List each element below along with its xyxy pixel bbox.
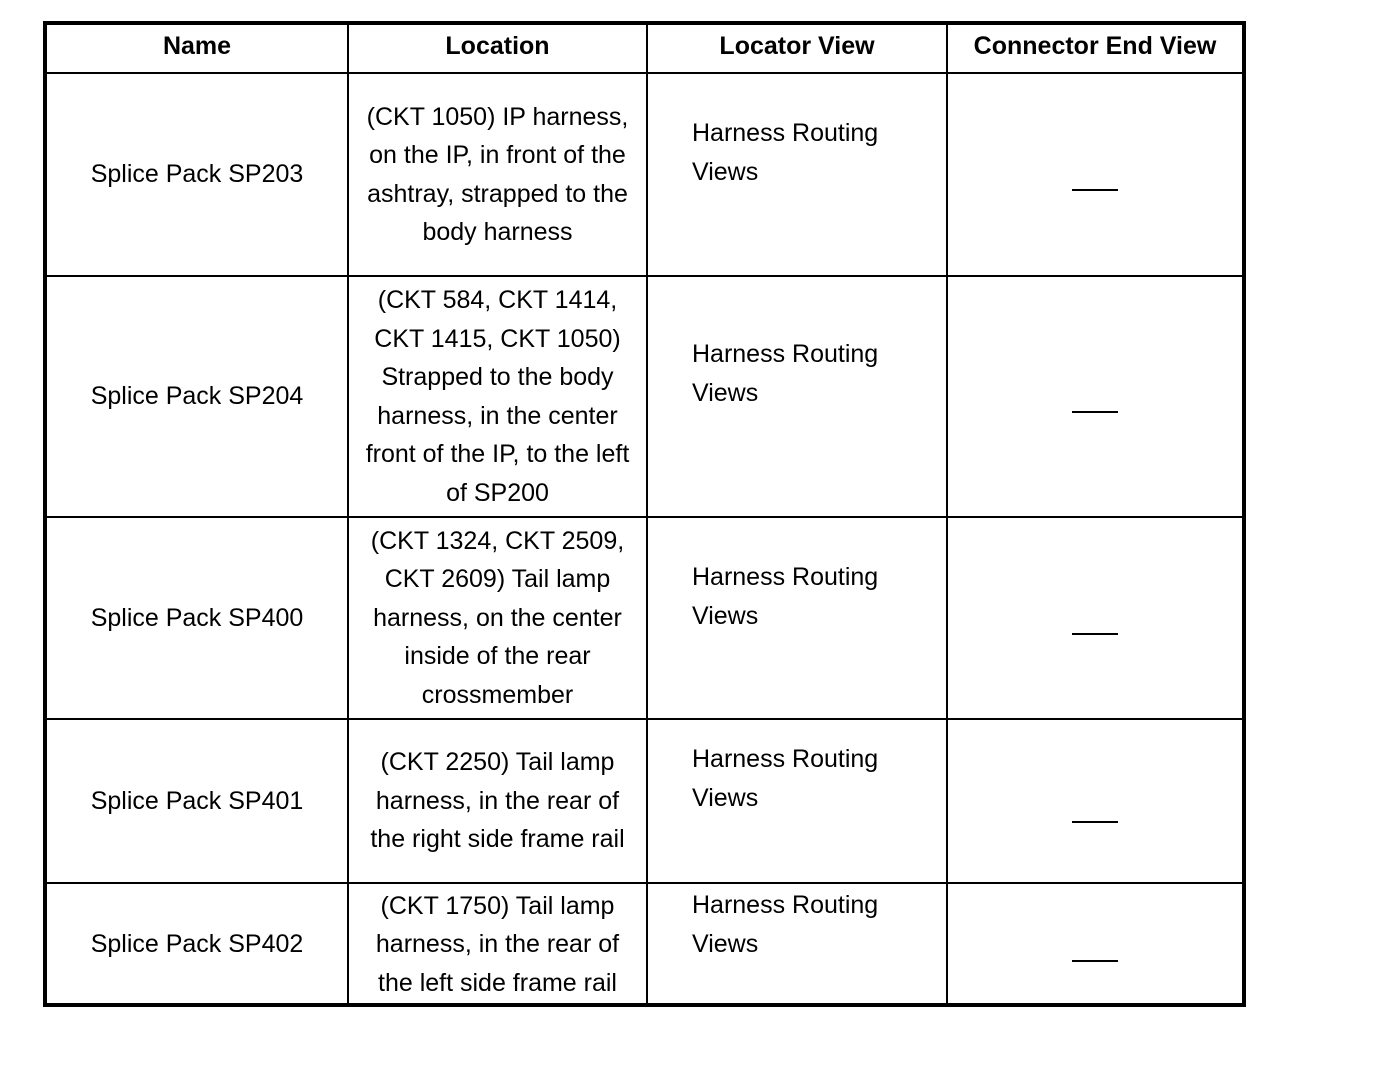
header-row xyxy=(47,25,1242,73)
empty-dash xyxy=(1072,960,1118,962)
cell-connector-end-view xyxy=(947,276,1242,517)
header-location: Location xyxy=(348,25,647,73)
cell-locator-view xyxy=(647,276,947,517)
cell-connector-end-view xyxy=(947,719,1242,883)
cell-name: Splice Pack SP402 xyxy=(47,883,348,1005)
cell-locator-view xyxy=(647,73,947,276)
empty-dash xyxy=(1072,821,1118,823)
cell-location: (CKT 1750) Tail lamp harness, in the rear of the left side frame rail xyxy=(348,883,647,1005)
locator-view-text: Harness Routing Views xyxy=(692,340,879,407)
cell-location: (CKT 1050) IP harness, on the IP, in front of the ashtray, strapped to the body harness xyxy=(348,73,647,276)
empty-dash xyxy=(1072,189,1118,191)
cell-name: Splice Pack SP400 xyxy=(47,517,348,719)
header-name: Name xyxy=(47,25,348,73)
table-row xyxy=(47,276,1242,517)
splice-pack-table xyxy=(43,21,1246,1007)
cell-location: (CKT 584, CKT 1414, CKT 1415, CKT 1050) Strapped to the body harness, in the center front of the IP, to the left of SP200 xyxy=(348,276,647,517)
locator-view-text: Harness Routing Views xyxy=(692,119,879,186)
table-row xyxy=(47,719,1242,883)
header-connector-end-view: Connector End View xyxy=(947,25,1242,73)
empty-dash xyxy=(1072,411,1118,413)
locator-view-text: Harness Routing Views xyxy=(692,745,879,812)
empty-dash xyxy=(1072,633,1118,635)
cell-name: Splice Pack SP203 xyxy=(47,73,348,276)
header-locator-view: Locator View xyxy=(647,25,947,73)
cell-locator-view xyxy=(647,883,947,1005)
cell-connector-end-view xyxy=(947,883,1242,1005)
splice-pack-table-grid xyxy=(47,25,1242,1005)
cell-name: Splice Pack SP204 xyxy=(47,276,348,517)
table-row xyxy=(47,73,1242,276)
cell-name: Splice Pack SP401 xyxy=(47,719,348,883)
cell-locator-view xyxy=(647,517,947,719)
cell-connector-end-view xyxy=(947,517,1242,719)
cell-location: (CKT 2250) Tail lamp harness, in the rear of the right side frame rail xyxy=(348,719,647,883)
cell-locator-view xyxy=(647,719,947,883)
locator-view-text: Harness Routing Views xyxy=(692,891,879,958)
cell-connector-end-view xyxy=(947,73,1242,276)
table-row xyxy=(47,883,1242,1005)
cell-location: (CKT 1324, CKT 2509, CKT 2609) Tail lamp harness, on the center inside of the rear crossmember xyxy=(348,517,647,719)
table-row xyxy=(47,517,1242,719)
locator-view-text: Harness Routing Views xyxy=(692,563,879,630)
